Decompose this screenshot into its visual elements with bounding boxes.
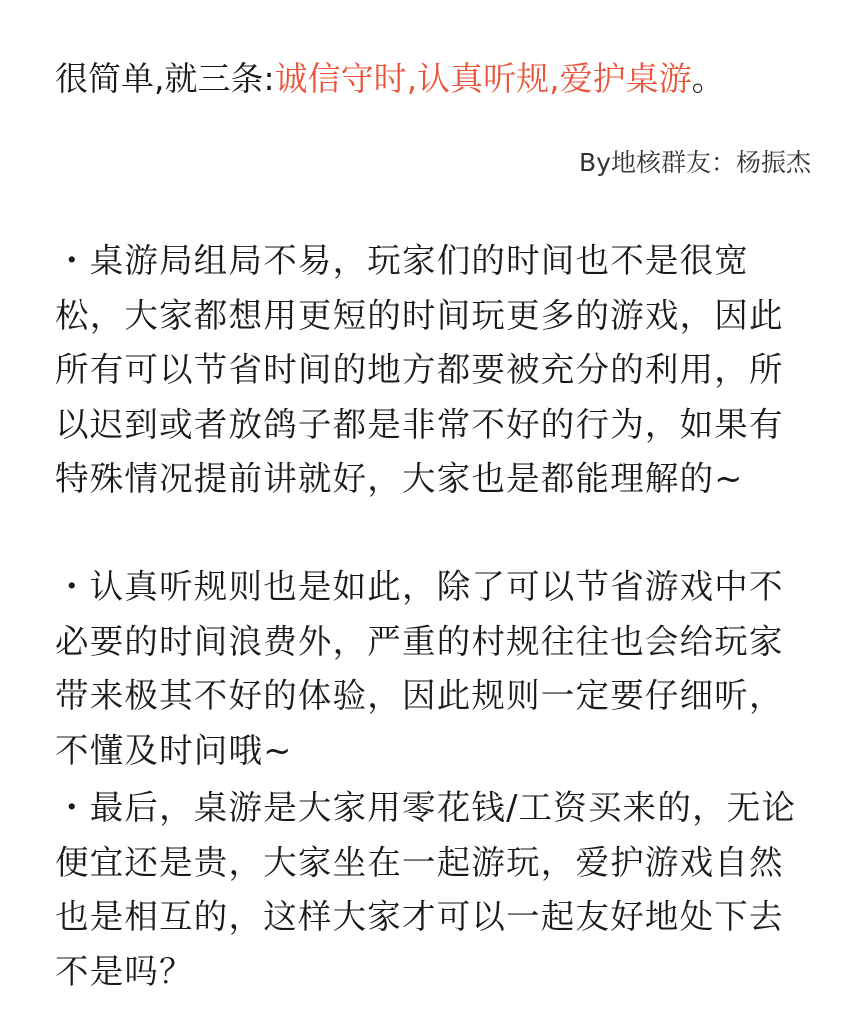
paragraph-rules: ・认真听规则也是如此，除了可以节省游戏中不必要的时间浪费外，严重的村规往往也会给玩家带来极其不好的体验，因此规则一定要仔细听，不懂及时问哦~	[55, 567, 784, 770]
paragraph-punctuality: ・桌游局组局不易，玩家们的时间也不是很宽松，大家都想用更短的时间玩更多的游戏，因此所有可以节省时间的地方都要被充分的利用，所以迟到或者放鸽子都是非常不好的行为，如果有特殊情况提前讲就好，大家也是都能理解的~	[55, 241, 784, 498]
byline: By地核群友：杨振杰	[579, 148, 811, 177]
headline-suffix: 。	[691, 59, 725, 98]
paragraph-care: ・最后，桌游是大家用零花钱/工资买来的，无论便宜还是贵，大家坐在一起游玩，爱护游戏自然也是相互的，这样大家才可以一起友好地处下去不是吗？	[55, 788, 797, 991]
headline	[55, 52, 835, 106]
headline-rules: 诚信守时,认真听规,爱护桌游	[274, 59, 692, 98]
headline-prefix: 很简单,就三条:	[55, 59, 275, 98]
